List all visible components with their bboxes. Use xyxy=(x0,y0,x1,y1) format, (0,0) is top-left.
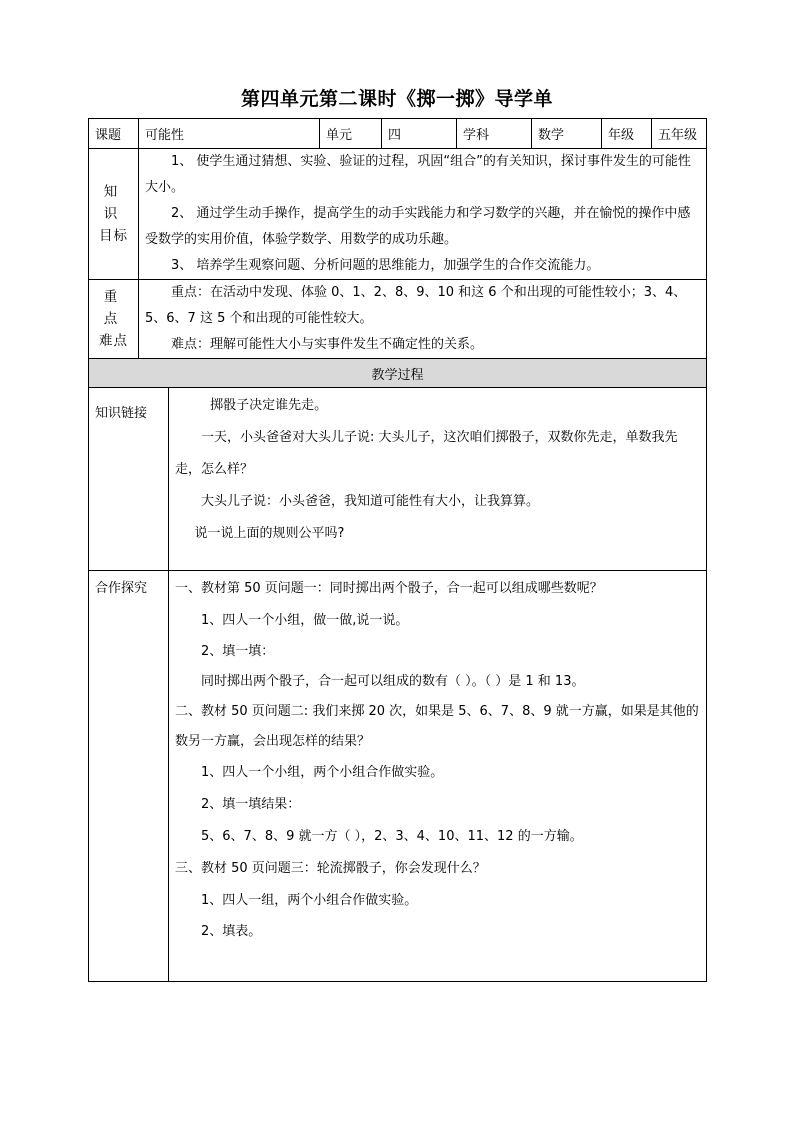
goal-item: 1、 使学生通过猜想、实验、验证的过程，巩固“组合”的有关知识，探讨事件发生的可能性大小。 xyxy=(145,154,691,195)
explore-line: 二、教材 50 页问题二: 我们来掷 20 次，如果是 5、6、7、8、9 就一方赢，如果是其他的数另一方赢，会出现怎样的结果？ xyxy=(175,704,699,749)
process-heading-row xyxy=(89,359,707,388)
goals-label-line2: 目标 xyxy=(99,228,128,244)
explore-line: 三、教材 50 页问题三：轮流掷骰子，你会发现什么？ xyxy=(175,861,486,876)
explore-label: 合作探究 xyxy=(89,571,169,982)
goal-item: 3、 培养学生观察问题、分析问题的思维能力，加强学生的合作交流能力。 xyxy=(171,258,600,273)
worksheet-table xyxy=(88,118,707,982)
explore-line: 1、四人一组，两个小组合作做实验。 xyxy=(201,893,418,908)
grade-label: 年级 xyxy=(602,119,652,149)
subject-label: 学科 xyxy=(457,119,532,149)
link-line: 说一说上面的规则公平吗? xyxy=(194,526,345,541)
link-line: 一天，小头爸爸对大头儿子说: 大头儿子，这次咱们掷骰子，双数你先走，单数我先走，怎么样？ xyxy=(175,430,678,477)
goal-item: 2、 通过学生动手操作，提高学生的动手实践能力和学习数学的兴趣，并在愉悦的操作中感受数学的实用价值，体验学数学、用数学的成功乐趣。 xyxy=(145,206,691,247)
explore-line: 5、6、7、8、9 就一方（ ），2、3、4、10、11、12 的一方输。 xyxy=(201,829,583,844)
grade-value: 五年级 xyxy=(652,119,707,149)
explore-line: 2、填一填： xyxy=(201,644,275,659)
explore-line: 同时掷出两个骰子，合一起可以组成的数有（ ）。（ ）是 1 和 13。 xyxy=(201,674,585,689)
keypoints-row xyxy=(89,280,707,359)
page-title: 第四单元第二课时《掷一掷》导学单 xyxy=(240,88,553,110)
explore-row xyxy=(89,571,707,982)
link-line: 掷骰子决定谁先走。 xyxy=(210,398,328,413)
goals-label-line1: 知 识 xyxy=(103,184,124,222)
keypoints-label-line2: 难点 xyxy=(99,333,128,349)
topic-label: 课题 xyxy=(89,119,139,149)
link-label: 知识链接 xyxy=(89,388,169,571)
topic-value: 可能性 xyxy=(139,119,320,149)
difficult-point-text: 难点：理解可能性大小与实事件发生不确定性的关系。 xyxy=(171,337,484,352)
keypoints-label-line1: 重 点 xyxy=(103,289,124,327)
explore-line: 2、填表。 xyxy=(201,924,262,939)
unit-value: 四 xyxy=(382,119,457,149)
process-heading: 教学过程 xyxy=(89,359,707,388)
link-line: 大头儿子说：小头爸爸，我知道可能性有大小，让我算算。 xyxy=(201,494,540,509)
explore-line: 一、教材第 50 页问题一：同时掷出两个骰子，合一起可以组成哪些数呢？ xyxy=(175,581,603,596)
subject-value: 数学 xyxy=(532,119,602,149)
explore-line: 1、四人一个小组，两个小组合作做实验。 xyxy=(201,765,444,780)
explore-line: 1、四人一个小组，做一做,说一说。 xyxy=(201,613,409,628)
explore-line: 2、填一填结果： xyxy=(201,797,301,812)
link-row xyxy=(89,388,707,571)
goals-row xyxy=(89,149,707,280)
key-point-text: 重点：在活动中发现、体验 0、1、2、8、9、10 和这 6 个和出现的可能性较小；3、4、5、6、7 这 5 个和出现的可能性较大。 xyxy=(145,285,687,326)
header-row xyxy=(89,119,707,149)
unit-label: 单元 xyxy=(320,119,382,149)
